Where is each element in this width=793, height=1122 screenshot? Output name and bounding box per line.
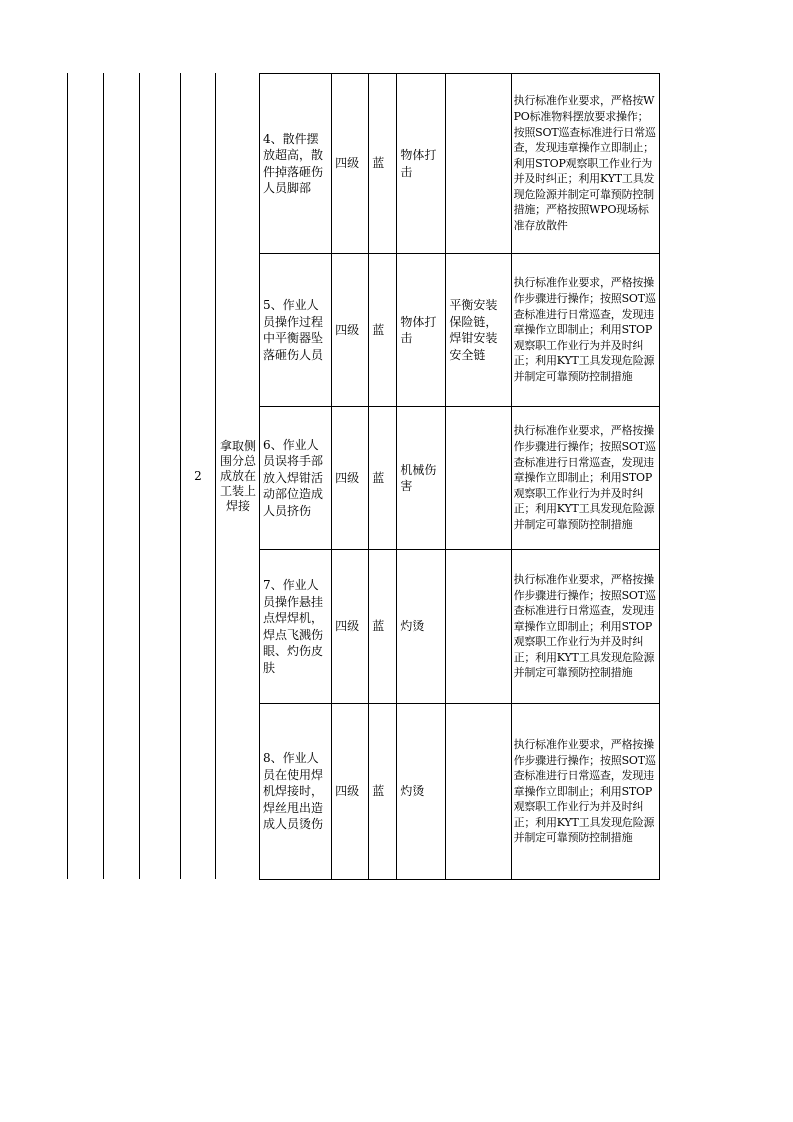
risk-level: 四级 — [332, 254, 369, 407]
sequence-number: 2 — [194, 468, 202, 483]
column-border-2 — [103, 73, 104, 879]
risk-level: 四级 — [332, 74, 369, 254]
accident-type: 灼烫 — [397, 550, 446, 704]
table-row — [260, 254, 660, 407]
column-border-3 — [139, 73, 140, 879]
accident-type: 物体打击 — [397, 254, 446, 407]
engineering-control — [446, 550, 511, 704]
engineering-control — [446, 407, 511, 550]
hazard-description: 8、作业人员在使用焊机焊接时，焊丝甩出造成人员烫伤 — [260, 704, 332, 880]
risk-level: 四级 — [332, 550, 369, 704]
engineering-control — [446, 704, 511, 880]
column-border-1 — [67, 73, 68, 879]
risk-color: 蓝 — [369, 254, 397, 407]
table-row — [260, 74, 660, 254]
hazard-description: 7、作业人员操作悬挂点焊焊机，焊点飞溅伤眼、灼伤皮肤 — [260, 550, 332, 704]
management-measures: 执行标准作业要求，严格按操作步骤进行操作；按照SOT巡查标准进行日常巡查，发现违章操作立即制止；利用STOP观察职工作业行为并及时纠正；利用KYT工具发现危险源并制定可靠预防控制措施 — [511, 254, 659, 407]
hazard-description: 5、作业人员操作过程中平衡器坠落砸伤人员 — [260, 254, 332, 407]
sequence-cell — [181, 73, 215, 879]
management-measures: 执行标准作业要求，严格按操作步骤进行操作；按照SOT巡查标准进行日常巡查，发现违章操作立即制止；利用STOP观察职工作业行为并及时纠正；利用KYT工具发现危险源并制定可靠预防控制措施 — [511, 407, 659, 550]
risk-color: 蓝 — [369, 704, 397, 880]
hazard-description: 4、散件摆放超高，散件掉落砸伤人员脚部 — [260, 74, 332, 254]
task-cell — [216, 73, 260, 879]
risk-color: 蓝 — [369, 550, 397, 704]
accident-type: 机械伤害 — [397, 407, 446, 550]
accident-type: 物体打击 — [397, 74, 446, 254]
management-measures: 执行标准作业要求，严格按WPO标准物料摆放要求操作；按照SOT巡查标准进行日常巡查，发现违章操作立即制止；利用STOP观察职工作业行为并及时纠正；利用KYT工具发现危险源并制定可靠预防控制措施；严格按照WPO现场标准存放散件 — [511, 74, 659, 254]
management-measures: 执行标准作业要求，严格按操作步骤进行操作；按照SOT巡查标准进行日常巡查，发现违章操作立即制止；利用STOP观察职工作业行为并及时纠正；利用KYT工具发现危险源并制定可靠预防控制措施 — [511, 550, 659, 704]
hazard-description: 6、作业人员误将手部放入焊钳活动部位造成人员挤伤 — [260, 407, 332, 550]
table-row — [260, 407, 660, 550]
risk-level: 四级 — [332, 407, 369, 550]
engineering-control — [446, 74, 511, 254]
risk-level: 四级 — [332, 704, 369, 880]
risk-color: 蓝 — [369, 74, 397, 254]
table-row — [260, 550, 660, 704]
engineering-control: 平衡安装保险链，焊钳安装安全链 — [446, 254, 511, 407]
risk-color: 蓝 — [369, 407, 397, 550]
accident-type: 灼烫 — [397, 704, 446, 880]
task-name: 拿取侧围分总成放在工装上焊接 — [219, 438, 256, 513]
table-row — [260, 704, 660, 880]
hazard-table — [259, 73, 660, 880]
management-measures: 执行标准作业要求，严格按操作步骤进行操作；按照SOT巡查标准进行日常巡查，发现违章操作立即制止；利用STOP观察职工作业行为并及时纠正；利用KYT工具发现危险源并制定可靠预防控制措施 — [511, 704, 659, 880]
